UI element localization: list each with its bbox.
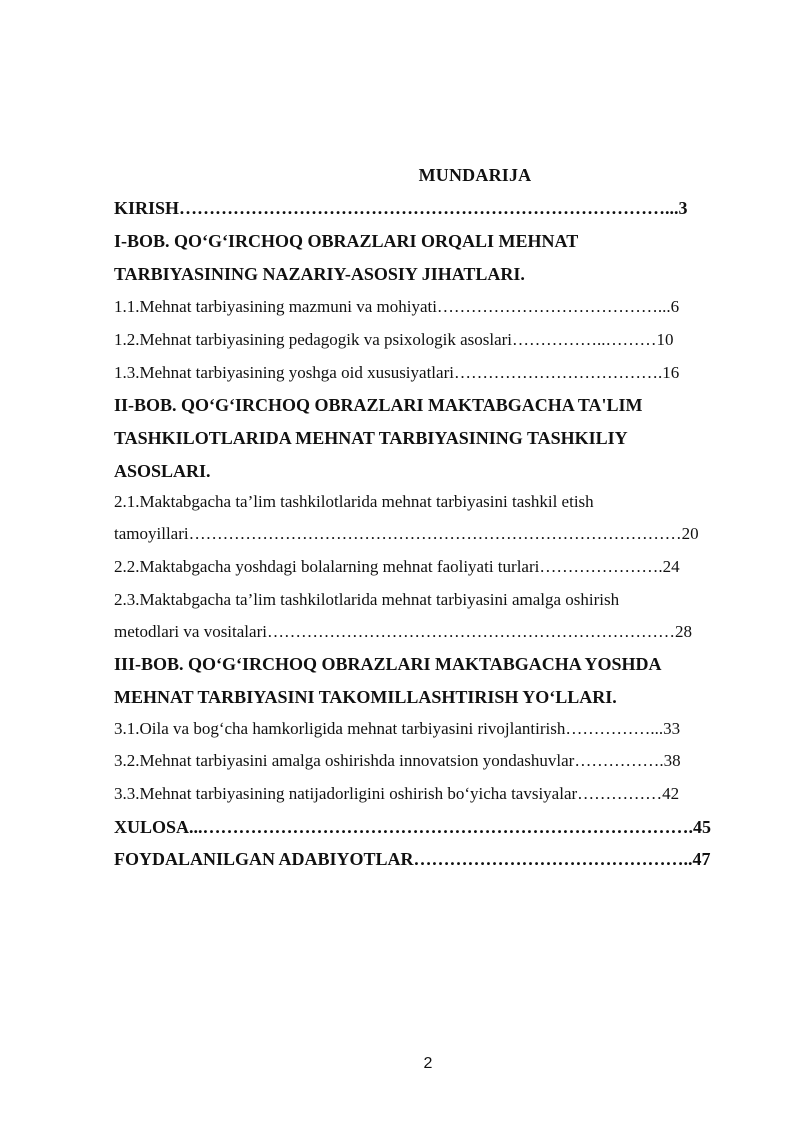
toc-entry-xulosa: XULOSA...……………………………………………………………………….45 xyxy=(114,817,712,837)
toc-title: MUNDARIJA xyxy=(418,165,532,185)
toc-chapter-2-heading-line-2: TASHKILOTLARIDA MEHNAT TARBIYASINING TASHKILIY xyxy=(114,428,628,448)
toc-section-1-3: 1.3.Mehnat tarbiyasining yoshga oid xususiyatlari……………………………….16 xyxy=(114,363,680,382)
toc-chapter-1-heading-line-2: TARBIYASINING NAZARIY-ASOSIY JIHATLARI. xyxy=(114,264,525,284)
page-number: 2 xyxy=(423,1055,433,1072)
toc-chapter-2-heading-line-3: ASOSLARI. xyxy=(114,461,211,481)
toc-chapter-3-heading-line-1: III-BOB. QO‘G‘IRCHOQ OBRAZLARI MAKTABGACHA YOSHDA xyxy=(114,654,662,674)
toc-section-2-2: 2.2.Maktabgacha yoshdagi bolalarning mehnat faoliyati turlari………………….24 xyxy=(114,557,680,576)
toc-section-3-3: 3.3.Mehnat tarbiyasining natijadorligini oshirish bo‘yicha tavsiyalar……………42 xyxy=(114,784,680,803)
toc-section-2-3-line-2: metodlari va vositalari………………………………………………………………28 xyxy=(114,622,692,641)
toc-entry-bibliography: FOYDALANILGAN ADABIYOTLAR………………………………………..47 xyxy=(114,849,711,869)
toc-section-2-1-line-1: 2.1.Maktabgacha ta’lim tashkilotlarida mehnat tarbiyasini tashkil etish xyxy=(114,492,594,511)
toc-entry-kirish: KIRISH………………………………………………………………………...3 xyxy=(114,198,688,218)
toc-section-3-1: 3.1.Oila va bog‘cha hamkorligida mehnat tarbiyasini rivojlantirish……………...33 xyxy=(114,719,681,738)
toc-chapter-2-heading-line-1: II-BOB. QO‘G‘IRCHOQ OBRAZLARI MAKTABGACHA TA'LIM xyxy=(114,395,643,415)
toc-section-2-3-line-1: 2.3.Maktabgacha ta’lim tashkilotlarida mehnat tarbiyasini amalga oshirish xyxy=(114,590,620,609)
toc-chapter-3-heading-line-2: MEHNAT TARBIYASINI TAKOMILLASHTIRISH YO‘LLARI. xyxy=(114,687,617,707)
toc-section-1-2: 1.2.Mehnat tarbiyasining pedagogik va psixologik asoslari……………..………10 xyxy=(114,330,674,349)
toc-section-3-2: 3.2.Mehnat tarbiyasini amalga oshirishda innovatsion yondashuvlar…………….38 xyxy=(114,751,681,770)
toc-section-1-1: 1.1.Mehnat tarbiyasining mazmuni va mohiyati…………………………………...6 xyxy=(114,297,680,316)
toc-section-2-1-line-2: tamoyillari……………………………………………………………………………20 xyxy=(114,524,699,543)
toc-chapter-1-heading-line-1: I-BOB. QO‘G‘IRCHOQ OBRAZLARI ORQALI MEHNAT xyxy=(114,231,579,251)
